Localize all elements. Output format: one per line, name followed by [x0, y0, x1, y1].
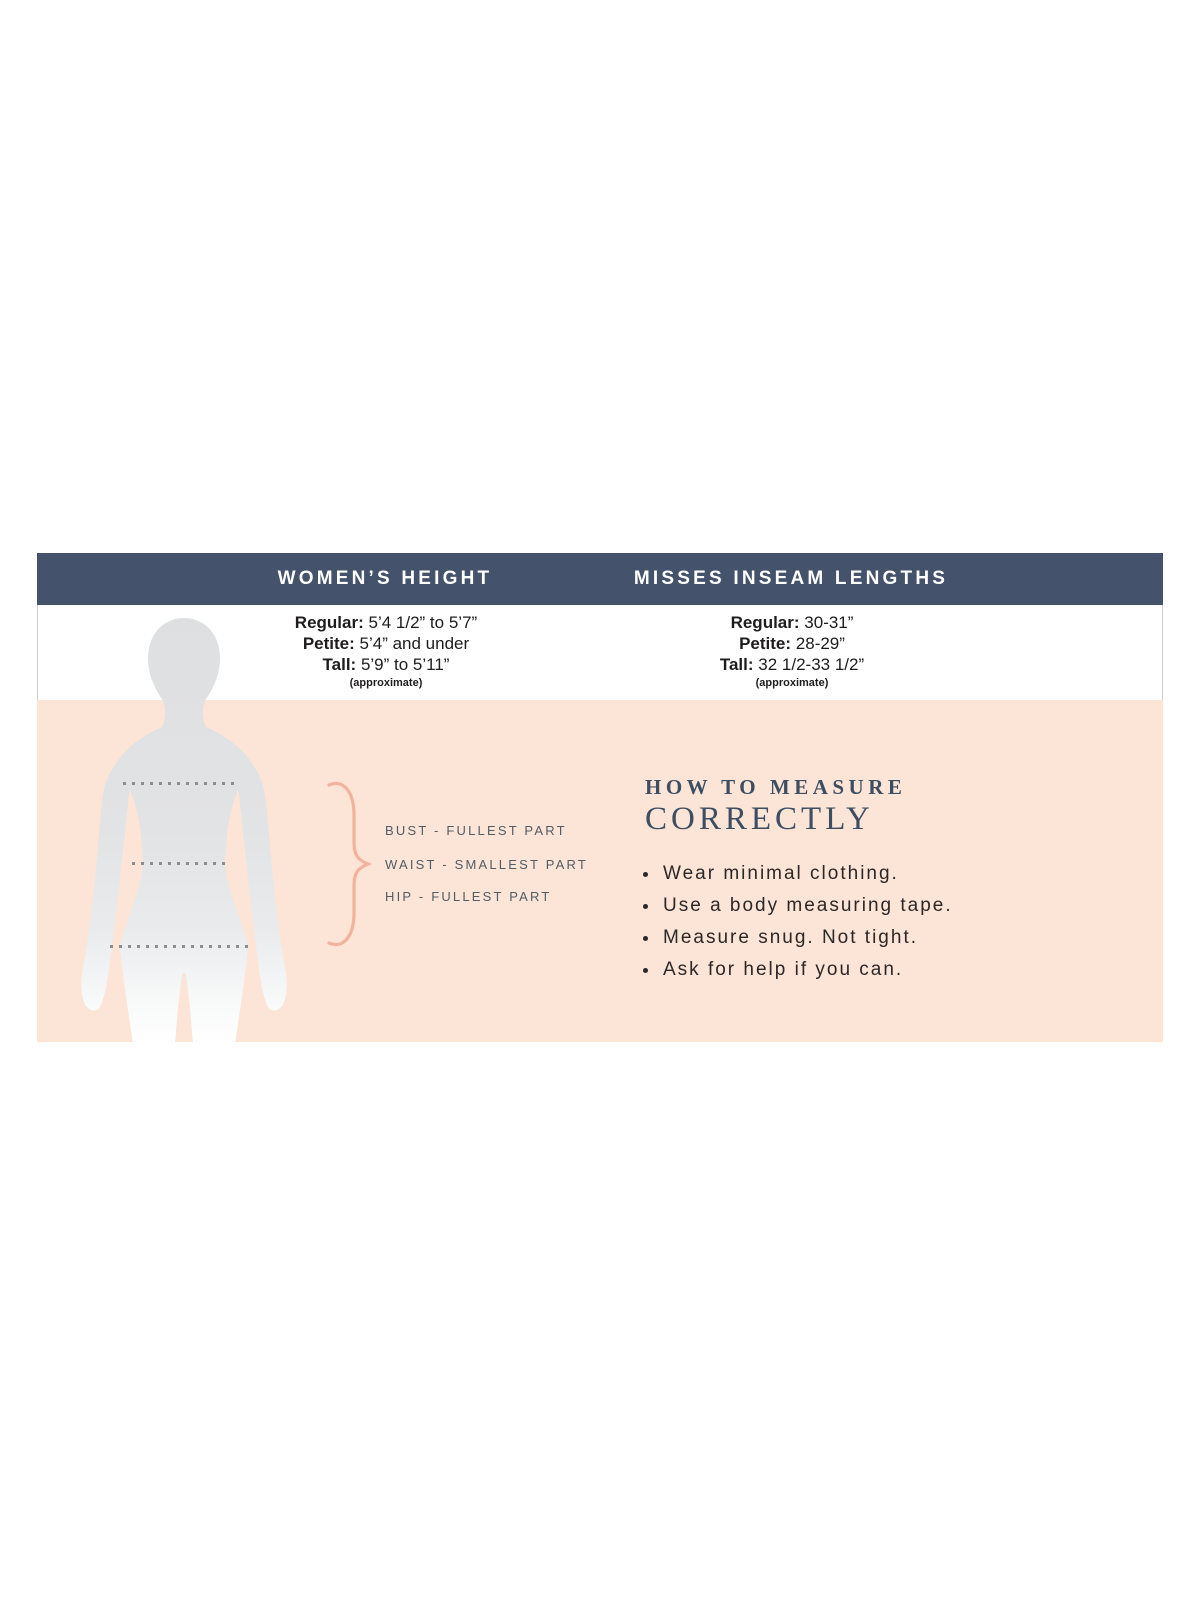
tip-text: Measure snug. Not tight.	[663, 927, 918, 948]
female-body-silhouette	[54, 616, 314, 1044]
tip-text: Wear minimal clothing.	[663, 863, 899, 884]
curly-brace-icon	[325, 775, 372, 953]
tip-text: Use a body measuring tape.	[663, 895, 953, 916]
misses-inseam-header: MISSES INSEAM LENGTHS	[633, 568, 949, 589]
inseam-tall-value: 32 1/2-33 1/2”	[758, 655, 865, 674]
height-row-tall	[295, 654, 477, 675]
measuring-tips-list	[643, 858, 953, 986]
waist-label: WAIST - SMALLEST PART	[385, 857, 588, 872]
inseam-row-tall	[720, 654, 864, 675]
bullet-dot-icon	[643, 904, 648, 909]
height-row-regular	[295, 612, 477, 633]
hip-dotted-line	[110, 945, 250, 948]
table-header-bar	[37, 553, 1163, 605]
inseam-values	[720, 612, 864, 691]
inseam-row-regular	[720, 612, 864, 633]
inseam-tall-label: Tall:	[719, 655, 754, 674]
height-regular-label: Regular:	[294, 613, 364, 632]
height-petite-value: 5’4” and under	[359, 634, 470, 653]
bust-dotted-line	[123, 782, 238, 785]
inseam-regular-value: 30-31”	[804, 613, 854, 632]
inseam-row-petite	[720, 633, 864, 654]
waist-dotted-line	[132, 862, 227, 865]
hip-label: HIP - FULLEST PART	[385, 889, 552, 904]
height-petite-label: Petite:	[302, 634, 355, 653]
height-row-petite	[295, 633, 477, 654]
list-item	[643, 922, 953, 954]
list-item	[643, 890, 953, 922]
inseam-approximate-note: (approximate)	[755, 677, 829, 689]
height-tall-label: Tall:	[322, 655, 357, 674]
inseam-petite-value: 28-29”	[795, 634, 845, 653]
heading-line2: CORRECTLY	[645, 801, 874, 837]
bullet-dot-icon	[643, 872, 648, 877]
womens-height-header: WOMEN’S HEIGHT	[277, 568, 493, 589]
bullet-dot-icon	[643, 936, 648, 941]
heading-line1: HOW TO MEASURE	[645, 775, 907, 799]
inseam-regular-label: Regular:	[730, 613, 800, 632]
size-guide-panel	[37, 553, 1163, 1042]
bullet-dot-icon	[643, 968, 648, 973]
bust-label: BUST - FULLEST PART	[385, 823, 567, 838]
height-regular-value: 5’4 1/2” to 5’7”	[368, 613, 478, 632]
tip-text: Ask for help if you can.	[663, 959, 904, 980]
how-to-measure-heading	[645, 775, 906, 838]
list-item	[643, 858, 953, 890]
womens-height-values	[295, 612, 477, 691]
list-item	[643, 954, 953, 986]
inseam-petite-label: Petite:	[739, 634, 792, 653]
height-tall-value: 5’9” to 5’11”	[360, 655, 450, 674]
height-approximate-note: (approximate)	[349, 677, 423, 689]
